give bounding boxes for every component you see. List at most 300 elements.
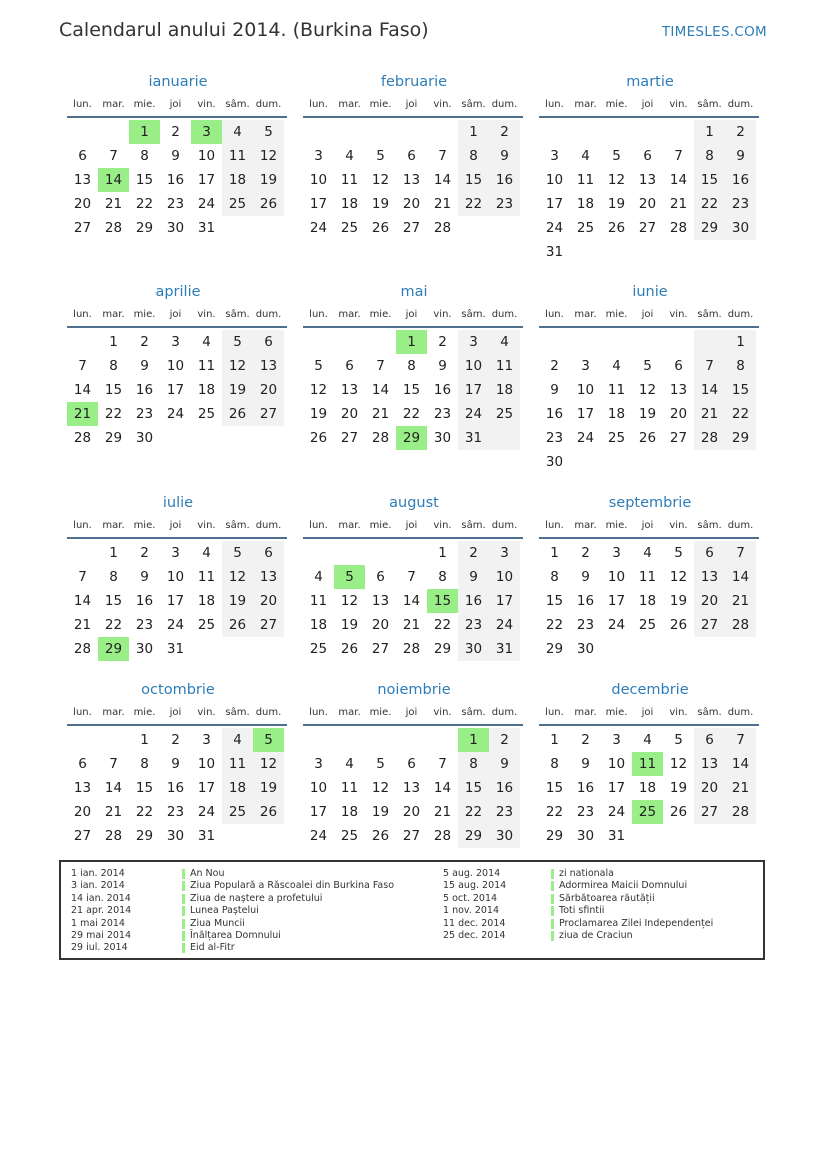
holiday-day-cell: 1 — [396, 330, 427, 354]
day-cell: 11 — [607, 382, 626, 398]
weekday-header: vin. — [669, 707, 688, 718]
day-cell: 5 — [233, 334, 242, 350]
day-cell: 23 — [464, 617, 483, 633]
day-cell: 11 — [576, 172, 595, 188]
day-cell: 27 — [402, 220, 421, 236]
day-cell: 19 — [309, 406, 328, 422]
day-cell: 27 — [340, 430, 359, 446]
holiday-day-cell: 5 — [253, 728, 284, 752]
day-cell: 31 — [607, 828, 626, 844]
day-cell: 4 — [345, 148, 354, 164]
day-cell: 16 — [166, 780, 185, 796]
weekday-header: vin. — [433, 707, 452, 718]
day-cell: 17 — [309, 196, 328, 212]
day-cell: 11 — [340, 780, 359, 796]
day-cell: 4 — [612, 358, 621, 374]
day-cell: 8 — [140, 756, 149, 772]
weekday-header: vin. — [669, 99, 688, 110]
day-cell: 7 — [736, 545, 745, 561]
weekday-header: sâm. — [225, 99, 250, 110]
day-cell: 20 — [402, 196, 421, 212]
day-cell: 30 — [135, 430, 154, 446]
day-cell: 26 — [371, 828, 390, 844]
day-cell: 6 — [264, 545, 273, 561]
day-cell: 28 — [731, 617, 750, 633]
day-cell: 29 — [731, 430, 750, 446]
day-cell: 22 — [464, 196, 483, 212]
legend-marker — [551, 931, 554, 941]
day-cell: 31 — [166, 641, 185, 657]
weekday-header: sâm. — [461, 309, 486, 320]
holiday-day-cell: 14 — [98, 168, 129, 192]
day-cell: 24 — [607, 804, 626, 820]
day-cell: 13 — [73, 780, 92, 796]
day-cell: 6 — [345, 358, 354, 374]
day-cell: 6 — [643, 148, 652, 164]
day-cell: 24 — [495, 617, 514, 633]
day-cell: 20 — [371, 617, 390, 633]
weekday-header: lun. — [73, 309, 92, 320]
weekday-header: sâm. — [697, 520, 722, 531]
weekday-header: mar. — [574, 99, 597, 110]
weekday-header: mie. — [133, 520, 156, 531]
day-cell: 22 — [545, 804, 564, 820]
day-cell: 15 — [402, 382, 421, 398]
day-cell: 12 — [259, 756, 278, 772]
day-cell: 23 — [135, 406, 154, 422]
legend-marker — [182, 869, 185, 879]
day-cell: 27 — [700, 617, 719, 633]
day-cell: 8 — [736, 358, 745, 374]
weekday-header: dum. — [255, 520, 282, 531]
day-cell: 25 — [638, 617, 657, 633]
day-cell: 27 — [700, 804, 719, 820]
day-cell: 22 — [464, 804, 483, 820]
day-cell: 9 — [438, 358, 447, 374]
day-cell: 26 — [669, 617, 688, 633]
day-cell: 6 — [376, 569, 385, 585]
weekday-header: lun. — [73, 520, 92, 531]
day-cell: 4 — [581, 148, 590, 164]
legend-date: 11 dec. 2014 — [443, 917, 506, 929]
day-cell: 26 — [309, 430, 328, 446]
day-cell: 16 — [545, 406, 564, 422]
day-cell: 3 — [500, 545, 509, 561]
day-cell: 17 — [607, 780, 626, 796]
weekday-header: mar. — [574, 707, 597, 718]
weekday-header: mar. — [338, 99, 361, 110]
day-cell: 16 — [495, 172, 514, 188]
legend-holiday-name: Adormirea Maicii Domnului — [559, 880, 688, 892]
day-cell: 3 — [171, 545, 180, 561]
day-cell: 28 — [433, 828, 452, 844]
day-cell: 16 — [576, 780, 595, 796]
day-cell: 29 — [135, 220, 154, 236]
day-cell: 10 — [309, 780, 328, 796]
day-cell: 5 — [612, 148, 621, 164]
day-cell: 18 — [309, 617, 328, 633]
day-cell: 12 — [259, 148, 278, 164]
day-cell: 12 — [638, 382, 657, 398]
legend-marker — [551, 881, 554, 891]
header-divider — [303, 537, 523, 539]
month-name: ianuarie — [148, 74, 208, 90]
day-cell: 3 — [469, 334, 478, 350]
month-name: noiembrie — [377, 682, 451, 698]
month-name: august — [389, 495, 439, 511]
day-cell: 18 — [197, 593, 216, 609]
day-cell: 9 — [581, 569, 590, 585]
day-cell: 8 — [705, 148, 714, 164]
day-cell: 4 — [314, 569, 323, 585]
day-cell: 17 — [166, 593, 185, 609]
day-cell: 13 — [402, 780, 421, 796]
day-cell: 19 — [340, 617, 359, 633]
day-cell: 1 — [550, 732, 559, 748]
month-iulie — [67, 495, 289, 695]
day-cell: 2 — [438, 334, 447, 350]
legend-date: 14 ian. 2014 — [71, 892, 131, 904]
holiday-day-cell: 29 — [396, 426, 427, 450]
month-decembrie — [539, 682, 761, 882]
day-cell: 2 — [550, 358, 559, 374]
day-cell: 23 — [433, 406, 452, 422]
header-divider — [67, 724, 287, 726]
day-cell: 18 — [607, 406, 626, 422]
legend-marker — [182, 894, 185, 904]
day-cell: 5 — [376, 756, 385, 772]
weekday-header: vin. — [433, 309, 452, 320]
legend-date: 5 oct. 2014 — [443, 892, 498, 904]
day-cell: 28 — [433, 220, 452, 236]
day-cell: 27 — [402, 828, 421, 844]
day-cell: 12 — [340, 593, 359, 609]
day-cell: 4 — [345, 756, 354, 772]
weekday-header: vin. — [197, 520, 216, 531]
day-cell: 25 — [495, 406, 514, 422]
day-cell: 20 — [259, 382, 278, 398]
day-cell: 19 — [638, 406, 657, 422]
day-cell: 24 — [464, 406, 483, 422]
day-cell: 18 — [576, 196, 595, 212]
day-cell: 7 — [109, 148, 118, 164]
legend-holiday-name: Ziua Muncii — [190, 917, 245, 929]
day-cell: 29 — [700, 220, 719, 236]
legend-date: 5 aug. 2014 — [443, 868, 501, 879]
day-cell: 13 — [371, 593, 390, 609]
day-cell: 11 — [309, 593, 328, 609]
day-cell: 24 — [166, 617, 185, 633]
day-cell: 15 — [545, 780, 564, 796]
holiday-day-cell: 3 — [191, 120, 222, 144]
day-cell: 28 — [700, 430, 719, 446]
day-cell: 15 — [104, 382, 123, 398]
day-cell: 16 — [464, 593, 483, 609]
header-divider — [539, 724, 759, 726]
legend-holiday-name: Eid al-Fitr — [190, 942, 235, 954]
day-cell: 2 — [500, 124, 509, 140]
day-cell: 31 — [495, 641, 514, 657]
weekday-header: mie. — [369, 707, 392, 718]
day-cell: 24 — [197, 804, 216, 820]
day-cell: 11 — [197, 358, 216, 374]
legend-holiday-name: ziua de Craciun — [559, 930, 633, 941]
day-cell: 12 — [371, 780, 390, 796]
holiday-legend — [59, 860, 765, 960]
day-cell: 20 — [402, 804, 421, 820]
holiday-day-cell: 1 — [458, 728, 489, 752]
day-cell: 12 — [607, 172, 626, 188]
weekday-header: lun. — [73, 99, 92, 110]
day-cell: 30 — [495, 828, 514, 844]
day-cell: 13 — [402, 172, 421, 188]
day-cell: 9 — [500, 756, 509, 772]
day-cell: 26 — [259, 804, 278, 820]
day-cell: 11 — [495, 358, 514, 374]
day-cell: 2 — [500, 732, 509, 748]
header-divider — [539, 326, 759, 328]
month-august — [303, 495, 525, 695]
day-cell: 19 — [259, 172, 278, 188]
day-cell: 30 — [464, 641, 483, 657]
day-cell: 8 — [550, 756, 559, 772]
weekday-header: lun. — [309, 707, 328, 718]
day-cell: 16 — [576, 593, 595, 609]
day-cell: 17 — [197, 780, 216, 796]
month-name: iulie — [162, 495, 194, 511]
day-cell: 20 — [340, 406, 359, 422]
day-cell: 28 — [402, 641, 421, 657]
day-cell: 20 — [669, 406, 688, 422]
day-cell: 7 — [376, 358, 385, 374]
legend-marker — [551, 919, 554, 929]
day-cell: 28 — [731, 804, 750, 820]
day-cell: 27 — [371, 641, 390, 657]
day-cell: 27 — [73, 220, 92, 236]
day-cell: 24 — [197, 196, 216, 212]
day-cell: 12 — [309, 382, 328, 398]
day-cell: 15 — [545, 593, 564, 609]
day-cell: 21 — [731, 780, 750, 796]
legend-date: 29 mai 2014 — [71, 930, 132, 941]
day-cell: 18 — [495, 382, 514, 398]
day-cell: 13 — [259, 358, 278, 374]
month-februarie — [303, 74, 525, 274]
weekday-header: mie. — [133, 99, 156, 110]
day-cell: 11 — [228, 148, 247, 164]
day-cell: 15 — [135, 172, 154, 188]
weekday-header: joi — [169, 99, 182, 110]
day-cell: 25 — [228, 804, 247, 820]
day-cell: 10 — [545, 172, 564, 188]
day-cell: 14 — [73, 382, 92, 398]
day-cell: 26 — [371, 220, 390, 236]
day-cell: 11 — [638, 569, 657, 585]
weekday-header: joi — [641, 99, 654, 110]
day-cell: 8 — [109, 358, 118, 374]
day-cell: 25 — [576, 220, 595, 236]
day-cell: 10 — [166, 569, 185, 585]
day-cell: 3 — [202, 732, 211, 748]
day-cell: 13 — [700, 756, 719, 772]
legend-marker — [182, 943, 185, 953]
day-cell: 29 — [104, 430, 123, 446]
legend-holiday-name: Proclamarea Zilei Independenței — [559, 917, 714, 929]
weekday-header: sâm. — [225, 707, 250, 718]
month-name: mai — [400, 284, 428, 300]
day-cell: 14 — [104, 780, 123, 796]
legend-marker — [182, 881, 185, 891]
day-cell: 9 — [171, 756, 180, 772]
month-name: septembrie — [608, 495, 692, 511]
weekday-header: mie. — [605, 99, 628, 110]
day-cell: 26 — [228, 617, 247, 633]
day-cell: 9 — [469, 569, 478, 585]
legend-date: 1 mai 2014 — [71, 917, 125, 929]
day-cell: 5 — [674, 545, 683, 561]
legend-holiday-name: Ziua de naștere a profetului — [190, 892, 323, 904]
legend-marker — [182, 931, 185, 941]
day-cell: 23 — [545, 430, 564, 446]
day-cell: 9 — [140, 358, 149, 374]
day-cell: 26 — [638, 430, 657, 446]
weekday-header: lun. — [545, 520, 564, 531]
day-cell: 3 — [550, 148, 559, 164]
day-cell: 13 — [669, 382, 688, 398]
day-cell: 21 — [433, 196, 452, 212]
day-cell: 7 — [705, 358, 714, 374]
day-cell: 30 — [545, 454, 564, 470]
weekday-header: vin. — [197, 99, 216, 110]
day-cell: 2 — [469, 545, 478, 561]
day-cell: 9 — [140, 569, 149, 585]
day-cell: 28 — [669, 220, 688, 236]
day-cell: 10 — [607, 569, 626, 585]
day-cell: 27 — [259, 617, 278, 633]
day-cell: 22 — [104, 617, 123, 633]
day-cell: 25 — [340, 828, 359, 844]
weekday-header: lun. — [545, 309, 564, 320]
day-cell: 15 — [464, 780, 483, 796]
month-ianuarie — [67, 74, 289, 274]
day-cell: 7 — [438, 148, 447, 164]
day-cell: 13 — [638, 172, 657, 188]
day-cell: 10 — [197, 148, 216, 164]
day-cell: 21 — [731, 593, 750, 609]
day-cell: 9 — [171, 148, 180, 164]
day-cell: 3 — [314, 148, 323, 164]
month-name: octombrie — [141, 682, 215, 698]
weekday-header: lun. — [545, 707, 564, 718]
weekday-header: mar. — [338, 707, 361, 718]
month-mai — [303, 284, 525, 484]
day-cell: 6 — [78, 148, 87, 164]
day-cell: 4 — [643, 545, 652, 561]
day-cell: 23 — [495, 196, 514, 212]
day-cell: 19 — [669, 780, 688, 796]
day-cell: 10 — [495, 569, 514, 585]
day-cell: 22 — [433, 617, 452, 633]
day-cell: 6 — [264, 334, 273, 350]
day-cell: 17 — [309, 804, 328, 820]
weekday-header: mar. — [574, 309, 597, 320]
legend-marker — [182, 906, 185, 916]
day-cell: 11 — [197, 569, 216, 585]
day-cell: 12 — [228, 569, 247, 585]
day-cell: 17 — [607, 593, 626, 609]
weekday-header: dum. — [727, 99, 754, 110]
day-cell: 22 — [545, 617, 564, 633]
day-cell: 13 — [259, 569, 278, 585]
day-cell: 16 — [166, 172, 185, 188]
weekday-header: mie. — [369, 520, 392, 531]
day-cell: 28 — [73, 430, 92, 446]
legend-holiday-name: Înălțarea Domnului — [190, 930, 281, 941]
day-cell: 24 — [309, 220, 328, 236]
day-cell: 26 — [259, 196, 278, 212]
weekday-header: mar. — [574, 520, 597, 531]
day-cell: 19 — [607, 196, 626, 212]
day-cell: 30 — [433, 430, 452, 446]
weekday-header: sâm. — [461, 520, 486, 531]
day-cell: 23 — [135, 617, 154, 633]
day-cell: 1 — [550, 545, 559, 561]
day-cell: 23 — [166, 196, 185, 212]
month-name: aprilie — [155, 284, 201, 300]
day-cell: 15 — [731, 382, 750, 398]
weekday-header: vin. — [433, 99, 452, 110]
weekday-header: dum. — [255, 707, 282, 718]
day-cell: 23 — [166, 804, 185, 820]
day-cell: 7 — [78, 569, 87, 585]
day-cell: 6 — [705, 732, 714, 748]
day-cell: 2 — [581, 732, 590, 748]
day-cell: 27 — [669, 430, 688, 446]
month-octombrie — [67, 682, 289, 882]
day-cell: 17 — [197, 172, 216, 188]
day-cell: 6 — [705, 545, 714, 561]
weekday-header: dum. — [255, 309, 282, 320]
weekday-header: mar. — [102, 520, 125, 531]
day-cell: 7 — [78, 358, 87, 374]
day-cell: 20 — [700, 593, 719, 609]
holiday-day-cell: 11 — [632, 752, 663, 776]
day-cell: 17 — [495, 593, 514, 609]
weekday-header: vin. — [669, 309, 688, 320]
day-cell: 22 — [135, 804, 154, 820]
month-name: decembrie — [611, 682, 689, 698]
holiday-day-cell: 29 — [98, 637, 129, 661]
day-cell: 14 — [402, 593, 421, 609]
brand-logo[interactable]: TIMESLES.COM — [661, 24, 767, 40]
day-cell: 20 — [700, 780, 719, 796]
weekday-header: dum. — [727, 520, 754, 531]
day-cell: 15 — [464, 172, 483, 188]
day-cell: 25 — [607, 430, 626, 446]
weekday-header: dum. — [491, 707, 518, 718]
day-cell: 2 — [736, 124, 745, 140]
day-cell: 3 — [171, 334, 180, 350]
day-cell: 27 — [638, 220, 657, 236]
day-cell: 26 — [340, 641, 359, 657]
legend-date: 29 iul. 2014 — [71, 942, 128, 954]
weekday-header: sâm. — [461, 99, 486, 110]
day-cell: 1 — [469, 124, 478, 140]
legend-holiday-name: zi nationala — [559, 868, 614, 879]
day-cell: 22 — [700, 196, 719, 212]
day-cell: 29 — [545, 641, 564, 657]
day-cell: 21 — [669, 196, 688, 212]
